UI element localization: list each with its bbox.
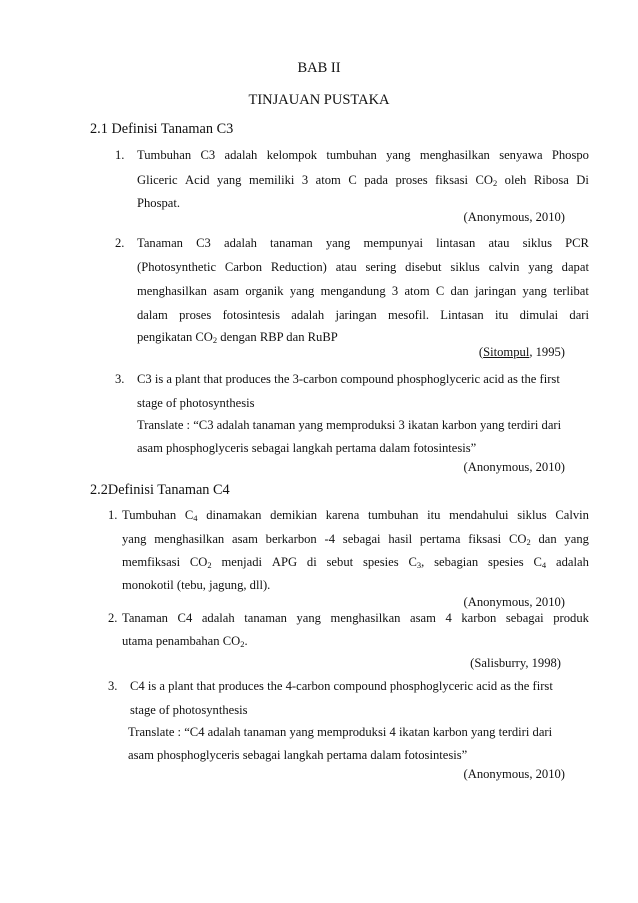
paragraph-line: memfiksasi $CO_2$ menjadi APG di sebut spesies $C_3$, sebagian spesies $C_4$ adalah: [122, 555, 589, 570]
list-number: 2.: [108, 611, 118, 625]
paragraph-line: C4 is a plant that produces the 4-carbon compound phosphoglyceric acid as the first: [130, 679, 553, 693]
section-heading: 2.1 Definisi Tanaman C3: [90, 121, 234, 137]
paragraph-line: Gliceric Acid yang memiliki 3 atom C pada proses fiksasi $CO_2$ oleh Ribosa Di: [137, 173, 589, 188]
paragraph-line: pengikatan $CO_2$ dengan RBP dan RuBP: [137, 330, 338, 345]
paragraph-line: menghasilkan asam organik yang mengandung 3 atom C dan jaringan yang terlibat: [137, 284, 589, 298]
citation: (Anonymous, 2010): [463, 595, 565, 609]
citation: (Salisburry, 1998): [470, 656, 561, 670]
paragraph-line: C3 is a plant that produces the 3-carbon compound phosphoglyceric acid as the first: [137, 372, 560, 386]
chapter-title: TINJAUAN PUSTAKA: [248, 92, 390, 108]
paragraph-line: Tumbuhan C3 adalah kelompok tumbuhan yang menghasilkan senyawa Phospo: [137, 148, 589, 162]
citation: (Anonymous, 2010): [463, 767, 565, 781]
paragraph-line: Tanaman C4 adalah tanaman yang menghasilkan asam 4 karbon sebagai produk: [122, 611, 589, 625]
paragraph-line: stage of photosynthesis: [130, 703, 248, 717]
section-heading: 2.2Definisi Tanaman C4: [90, 482, 230, 498]
paragraph-line: yang menghasilkan asam berkarbon -4 sebagai hasil pertama fiksasi $CO_2$ dan yang: [122, 532, 589, 547]
citation: (Sitompul, 1995): [478, 345, 565, 359]
citation: (Anonymous, 2010): [463, 460, 565, 474]
list-number: 3.: [108, 679, 118, 693]
list-number: 1.: [115, 148, 125, 162]
paragraph-line: dalam proses fotosintesis adalah jaringan mesofil. Lintasan itu dimulai dari: [137, 308, 589, 322]
citation: (Anonymous, 2010): [463, 210, 565, 224]
paragraph-line: Tumbuhan $C_4$ dinamakan demikian karena tumbuhan itu mendahului siklus Calvin: [122, 508, 589, 523]
paragraph-line: Tanaman C3 adalah tanaman yang mempunyai lintasan atau siklus PCR: [137, 236, 589, 250]
paragraph-line: (Photosynthetic Carbon Reduction) atau sering disebut siklus calvin yang dapat: [137, 260, 589, 274]
paragraph-line: monokotil (tebu, jagung, dll).: [122, 578, 271, 592]
paragraph-line: asam phosphoglyceris sebagai langkah pertama dalam fotosintesis”: [128, 748, 468, 762]
paragraph-line: utama penambahan $CO_2$.: [122, 634, 248, 649]
list-number: 1.: [108, 508, 118, 522]
paragraph-line: stage of photosynthesis: [137, 396, 255, 410]
list-number: 3.: [115, 372, 125, 386]
list-number: 2.: [115, 236, 125, 250]
paragraph-line: Translate : “C3 adalah tanaman yang memproduksi 3 ikatan karbon yang terdiri dari: [137, 418, 562, 432]
chapter-label: BAB II: [297, 60, 341, 76]
paragraph-line: Translate : “C4 adalah tanaman yang memproduksi 4 ikatan karbon yang terdiri dari: [128, 725, 553, 739]
paragraph-line: Phospat.: [137, 196, 181, 210]
paragraph-line: asam phosphoglyceris sebagai langkah pertama dalam fotosintesis”: [137, 441, 477, 455]
